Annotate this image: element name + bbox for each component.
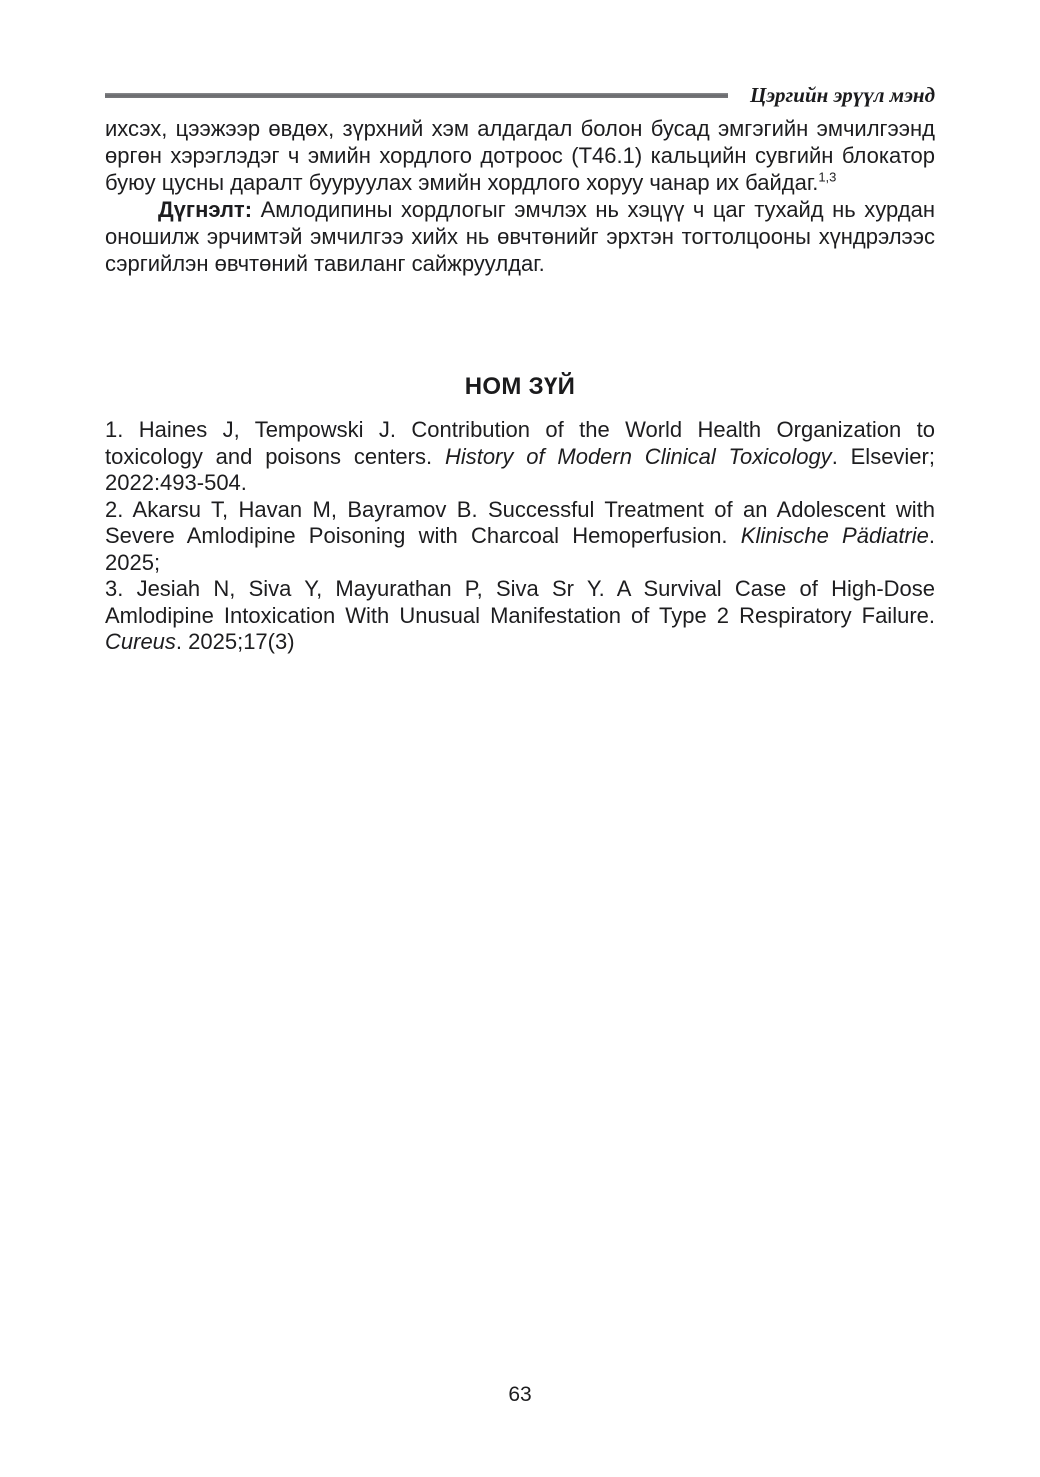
bibliography-heading: НОМ ЗҮЙ bbox=[464, 373, 576, 400]
reference-list bbox=[105, 417, 935, 656]
article-body bbox=[105, 115, 935, 277]
page-number: 63 bbox=[508, 1383, 532, 1406]
conclusion-text: Амлодипины хордлогыг эмчлэх нь хэцүү ч цаг тухайд нь хурдан оношилж эрчимтэй эмчилгээ хийх нь өвчтөнийг эрхтэн тогтолцооны хүндрэлээс сэргийлэн өвчтөний тавиланг сайжруулдаг. bbox=[105, 197, 935, 276]
reference-item-3 bbox=[105, 576, 935, 656]
reference-3-text: 3. Jesiah N, Siva Y, Mayurathan P, Siva Sr Y. A Survival Case of High-Dose Amlodipine Intoxication With Unusual Manifestation of Type 2 Respiratory Failure. bbox=[105, 576, 935, 628]
reference-1-journal: History of Modern Clinical Toxicology bbox=[444, 443, 832, 469]
reference-2-journal: Klinische Pädiatrie bbox=[740, 523, 929, 548]
journal-title: Цэргийн эрүүл мэнд bbox=[750, 83, 935, 107]
reference-1-tail: . Elsevier; 2022:493-504. bbox=[105, 443, 935, 495]
citation-superscript: 1,3 bbox=[818, 169, 837, 185]
reference-1-text: 1. Haines J, Tempowski J. Contribution of the World Health Organization to toxicology and poisons centers. bbox=[105, 417, 935, 469]
page-header bbox=[105, 83, 935, 108]
header-rule bbox=[105, 93, 728, 98]
reference-2-tail: . 2025; bbox=[105, 523, 936, 575]
reference-2-text: 2. Akarsu T, Havan M, Bayramov B. Successful Treatment of an Adolescent with Severe Amlodipine Poisoning with Charcoal Hemoperfusion. bbox=[105, 496, 935, 548]
reference-3-tail: . 2025;17(3) bbox=[175, 629, 295, 654]
body-paragraph-1-text: ихсэх, цээжээр өвдөх, зүрхний хэм алдагдал болон бусад эмгэгийн эмчилгээнд өргөн хэрэглэдэг ч эмийн хордлого дотроос (Т46.1) кальцийн сувгийн блокатор буюу цусны даралт бууруулах эмийн хордлого хоруу чанар их байдаг. bbox=[105, 116, 935, 195]
conclusion-label: Дүгнэлт: bbox=[158, 197, 253, 222]
body-paragraph-2 bbox=[105, 196, 935, 277]
reference-item-2 bbox=[105, 497, 935, 577]
body-paragraph-1 bbox=[105, 115, 935, 196]
reference-item-1 bbox=[105, 417, 935, 497]
reference-3-journal: Cureus bbox=[105, 629, 176, 654]
